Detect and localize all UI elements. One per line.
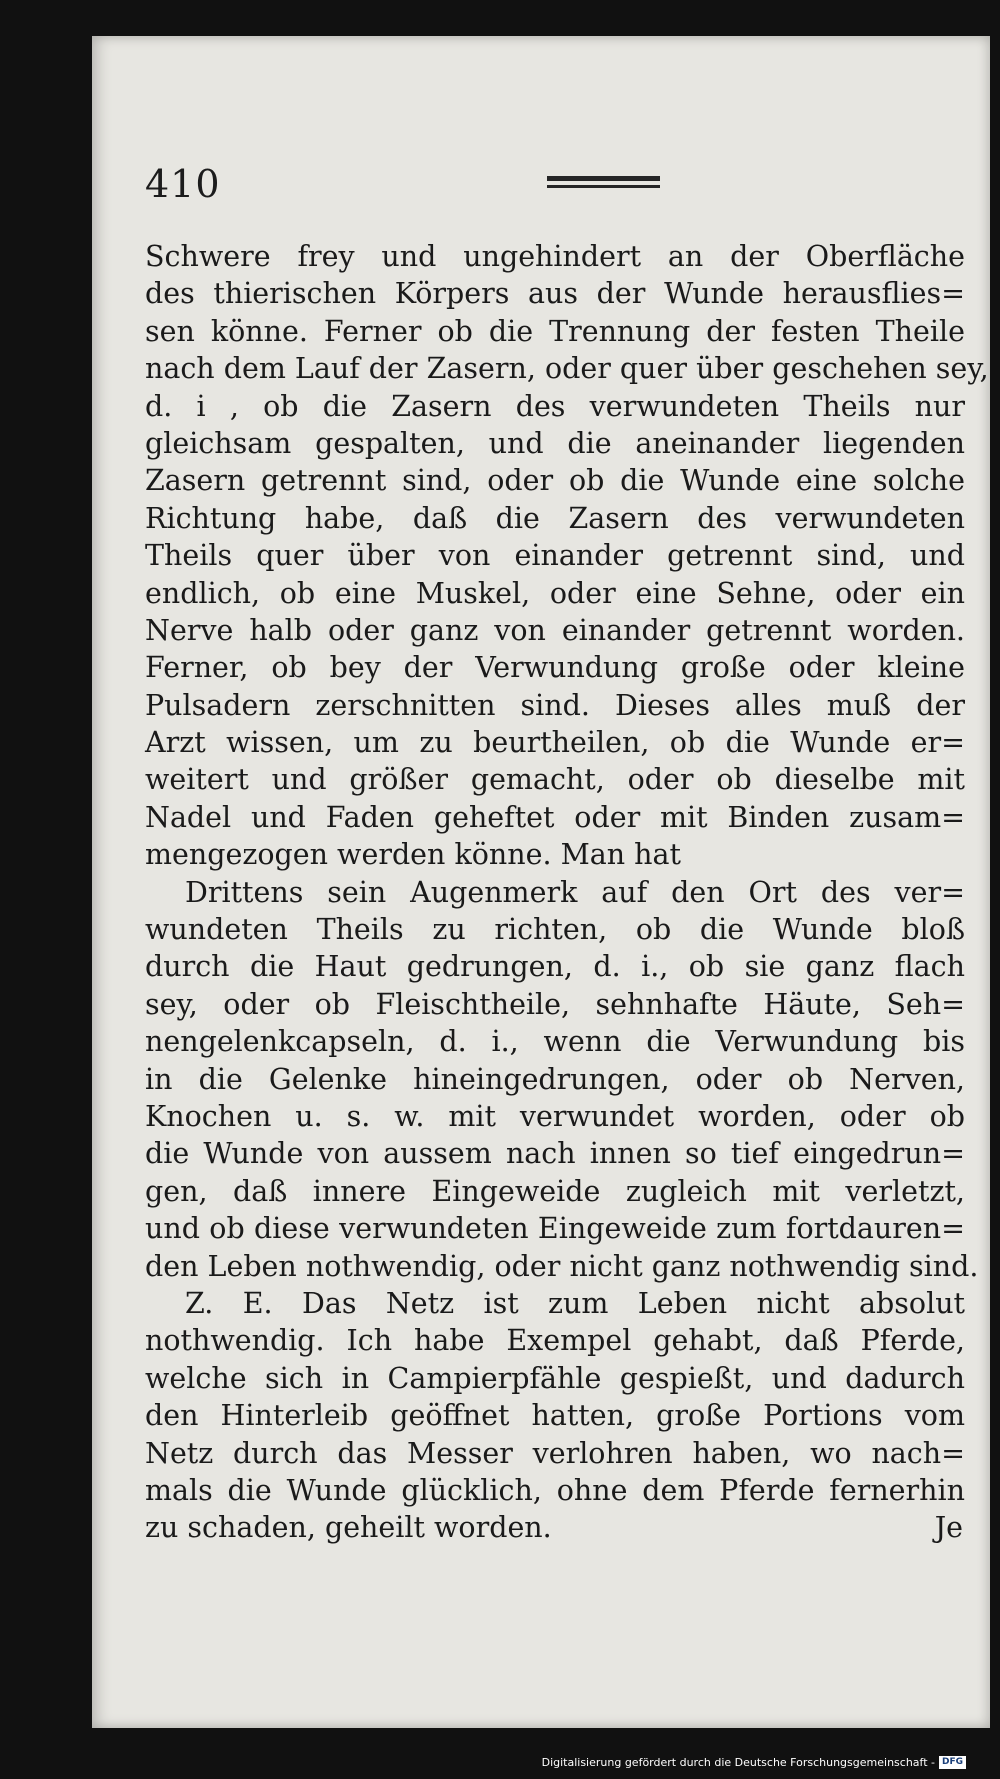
text-line: des thierischen Körpers aus der Wunde herausflies= [145, 277, 965, 311]
text-line: Richtung habe, daß die Zasern des verwundeten [145, 501, 965, 535]
credit-text: Digitalisierung gefördert durch die Deutsche Forschungsgemeinschaft - [541, 1756, 935, 1769]
digitization-credit [542, 1756, 966, 1769]
header-rule-thin [547, 185, 660, 188]
final-line-row [145, 1509, 965, 1546]
text-line: d. i , ob die Zasern des verwundeten Theils nur [145, 389, 965, 423]
text-line: nothwendig. Ich habe Exempel gehabt, daß Pferde, [145, 1324, 965, 1358]
text-line: gen, daß innere Eingeweide zugleich mit verletzt, [145, 1174, 965, 1208]
text-line: Pulsadern zerschnitten sind. Dieses alles muß der [145, 688, 965, 722]
body-text [145, 238, 989, 1547]
text-line: Knochen u. s. w. mit verwundet worden, oder ob [145, 1099, 965, 1133]
header-rule-ornament [547, 176, 660, 190]
text-line: Arzt wissen, um zu beurtheilen, ob die Wunde er= [145, 726, 965, 760]
text-line: Nadel und Faden geheftet oder mit Binden zusam= [145, 800, 965, 834]
text-line: Schwere frey und ungehindert an der Oberfläche [145, 240, 965, 273]
text-line: welche sich in Campierpfähle gespießt, und dadurch [145, 1361, 965, 1395]
text-line: Ferner, ob bey der Verwundung große oder kleine [145, 651, 965, 685]
text-line: gleichsam gespalten, und die aneinander liegenden [145, 426, 965, 460]
text-line: sey, oder ob Fleischtheile, sehnhafte Häute, Seh= [145, 987, 965, 1021]
page-header [145, 162, 965, 212]
text-line: Drittens sein Augenmerk auf den Ort des ver= [185, 875, 965, 909]
text-line: nach dem Lauf der Zasern, oder quer über geschehen sey, [145, 352, 989, 386]
text-line: Netz durch das Messer verlohren haben, wo nach= [145, 1436, 965, 1470]
page-number: 410 [145, 162, 221, 206]
text-line: wundeten Theils zu richten, ob die Wunde bloß [145, 913, 965, 947]
text-line: und ob diese verwundeten Eingeweide zum fortdauren= [145, 1212, 965, 1246]
text-line: Nerve halb oder ganz von einander getrennt worden. [145, 613, 965, 647]
text-line: den Leben nothwendig, oder nicht ganz nothwendig sind. [145, 1249, 979, 1283]
text-line: Theils quer über von einander getrennt sind, und [145, 539, 965, 573]
text-line: durch die Haut gedrungen, d. i., ob sie ganz flach [145, 950, 965, 984]
text-line: sen könne. Ferner ob die Trennung der festen Theile [145, 314, 965, 348]
text-line: die Wunde von aussem nach innen so tief eingedrun= [145, 1137, 965, 1171]
text-line: weitert und größer gemacht, oder ob dieselbe mit [145, 763, 965, 797]
dfg-logo: DFG [939, 1756, 966, 1769]
text-line: endlich, ob eine Muskel, oder eine Sehne, oder ein [145, 576, 965, 610]
header-rule-thick [547, 176, 660, 181]
text-line: nengelenkcapseln, d. i., wenn die Verwundung bis [145, 1025, 965, 1059]
catchword: Je [934, 1511, 963, 1545]
text-line: mengezogen werden könne. Man hat [145, 838, 681, 872]
text-line: in die Gelenke hineingedrungen, oder ob Nerven, [145, 1062, 965, 1096]
text-line-final: zu schaden, geheilt worden. [145, 1511, 552, 1545]
text-line: Z. E. Das Netz ist zum Leben nicht absolut [185, 1286, 965, 1320]
text-line: den Hinterleib geöffnet hatten, große Portions vom [145, 1399, 965, 1433]
text-line: Zasern getrennt sind, oder ob die Wunde eine solche [145, 464, 965, 498]
text-line: mals die Wunde glücklich, ohne dem Pferde fernerhin [145, 1473, 965, 1507]
